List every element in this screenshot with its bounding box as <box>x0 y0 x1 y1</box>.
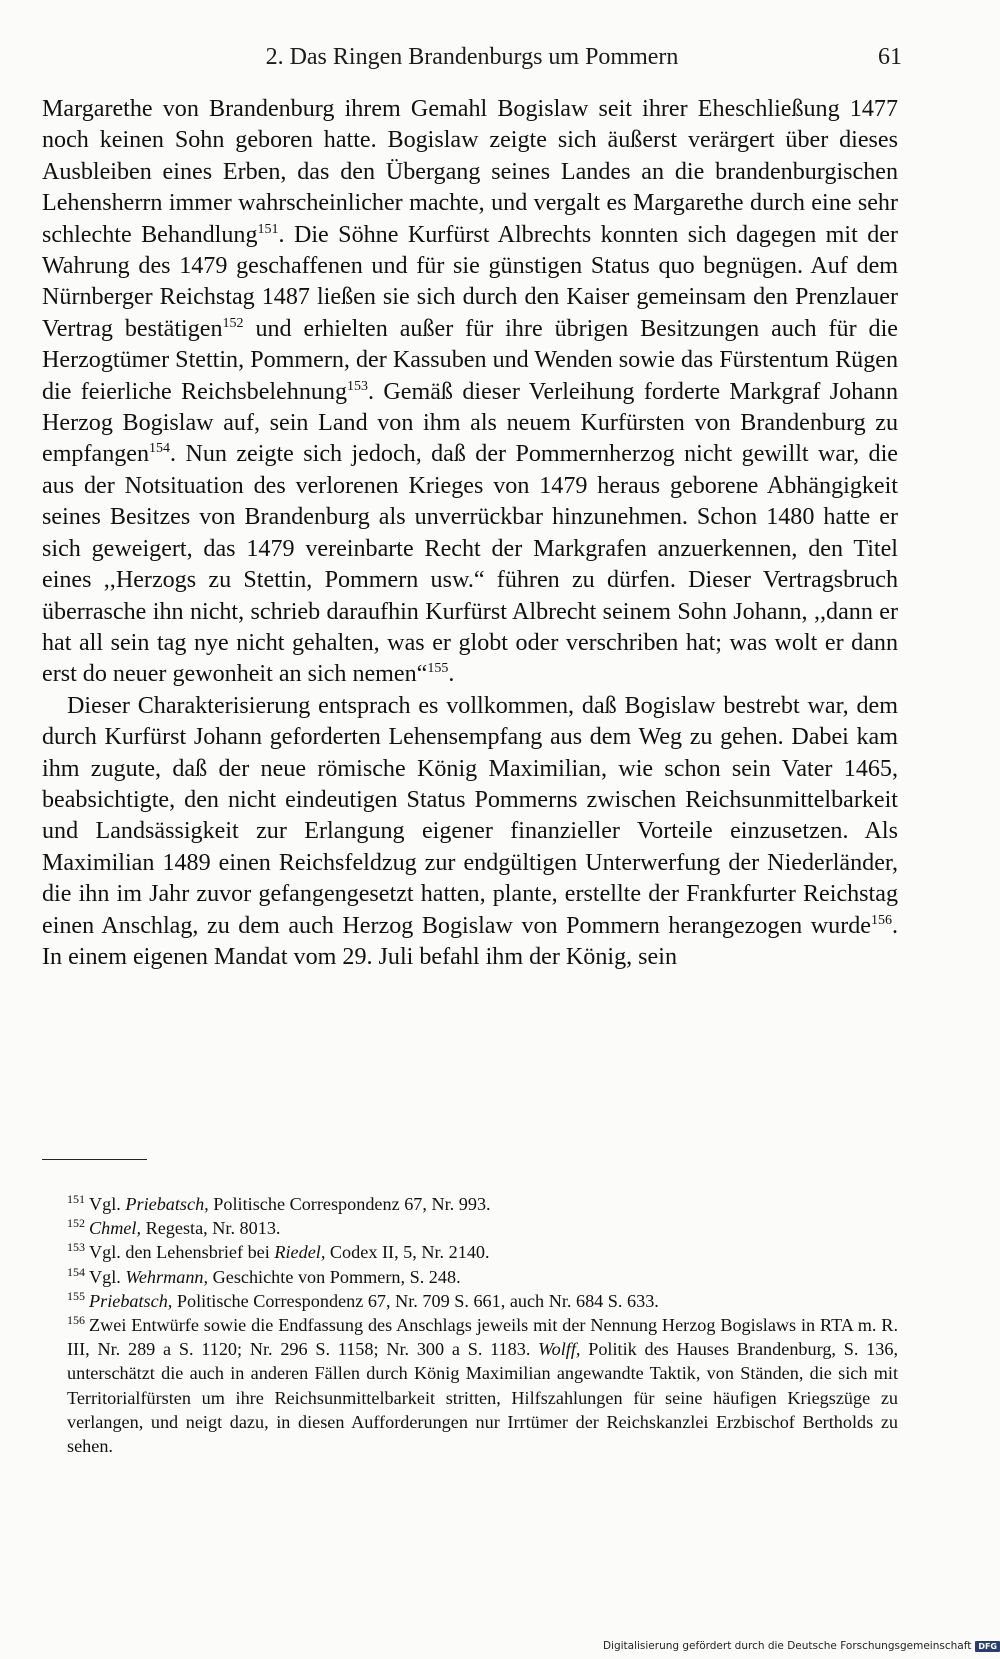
footnote-number: 155 <box>67 1288 85 1303</box>
text-run: . Gemäß dieser Verleihung forderte Markgraf Johann Herzog Bogislaw auf, sein Land von ihm als neuem Kurfürsten von Brandenburg zu empfangen <box>42 378 899 468</box>
footnote-text: Vgl. <box>89 1266 126 1287</box>
footnote-ref-152[interactable]: 152 <box>222 315 244 331</box>
footnotes <box>42 1192 898 1458</box>
footnote-155 <box>42 1289 898 1313</box>
text-run: Dieser Charakterisierung entsprach es vollkommen, daß Bogislaw bestrebt war, dem durch Kurfürst Johann geforderten Lehensempfang aus dem Weg zu gehen. Dabei kam ihm zugute, daß der neue römische König Maximilian, wie schon sein Vater 1465, beabsichtigte, den nicht eindeutigen Status Pommerns zwischen Reichsunmittelbarkeit und Landsässigkeit zur Erlangung eigener finanzieller Vorteile einzusetzen. Als Maximilian 1489 einen Reichsfeldzug zur endgültigen Unterwerfung der Niederländer, die ihn im Jahr zuvor gefangengesetzt hatten, plante, erstellte der Frankfurter Reichstag einen Anschlag, zu dem auch Herzog Bogislaw von Pommern herangezogen wurde <box>42 692 898 939</box>
running-title: 2. Das Ringen Brandenburgs um Pommern <box>265 44 679 70</box>
body-text <box>42 94 898 973</box>
footnote-number: 153 <box>67 1240 85 1255</box>
footnote-156 <box>42 1313 898 1458</box>
footnote-text: Zwei Entwürfe sowie die Endfassung des Anschlags jeweils mit der Nennung Herzog Bogislaws in RTA m. R. III, Nr. 289 a S. 1120; Nr. 296 S. 1158; Nr. 300 a S. 1183. <box>67 1315 898 1360</box>
footnote-ref-155[interactable]: 155 <box>427 661 449 677</box>
text-run: . Die Söhne Kurfürst Albrechts konnten sich dagegen mit der Wahrung des 1479 geschaffenen und für sie günstigen Status quo begnügen. Auf dem Nürnberger Reichstag 1487 ließen sie sich durch den Kaiser gemeinsam den Prenzlauer Vertrag bestätigen <box>42 221 898 342</box>
footnote-text: Politische Correspondenz 67, Nr. 993. <box>208 1194 491 1214</box>
footnote-number: 152 <box>67 1216 85 1231</box>
footnote-text: Vgl. <box>89 1194 126 1214</box>
footnote-ref-153[interactable]: 153 <box>347 378 369 394</box>
paragraph-1 <box>42 94 898 691</box>
footnote-author: Riedel, <box>274 1242 326 1263</box>
footnote-ref-154[interactable]: 154 <box>149 441 171 457</box>
footnote-author: Priebatsch, <box>125 1194 209 1214</box>
credit-text: Digitalisierung gefördert durch die Deutsche Forschungsgemeinschaft <box>602 1640 972 1652</box>
paragraph-2 <box>42 691 898 974</box>
footnote-152 <box>42 1216 898 1240</box>
text-run: . In einem eigenen Mandat vom 29. Juli befahl ihm der König, sein <box>42 912 898 970</box>
digitization-credit <box>603 1637 1000 1655</box>
footnote-ref-156[interactable]: 156 <box>870 912 892 928</box>
footnote-text: Politik des Hauses Brandenburg, S. 136, unterschätzt die auch in anderen Fällen durch König Maximilian angewandte Taktik, von Ständen, die sich mit Territorialfürsten um ihre Reichsunmittelbarkeit stritten, Hilfszahlungen für seine häufigen Kriegszüge zu verlangen, und neigt dazu, in diesen Aufforderungen nur Irrtümer der Reichskanzlei Erzbischof Bertholds zu sehen. <box>67 1339 898 1457</box>
footnote-author: Wehrmann, <box>125 1266 209 1287</box>
footnote-text: Politische Correspondenz 67, Nr. 709 S. 661, auch Nr. 684 S. 633. <box>172 1290 659 1311</box>
text-run: und erhielten außer für ihre übrigen Besitzungen auch für die Herzogtümer Stettin, Pommern, der Kassuben und Wenden sowie das Fürstentum Rügen die feierliche Reichsbelehnung <box>42 315 898 405</box>
footnote-ref-151[interactable]: 151 <box>257 221 279 237</box>
footnote-text: Vgl. den Lehensbrief bei <box>89 1242 275 1263</box>
text-run: . Nun zeigte sich jedoch, daß der Pommernherzog nicht gewillt war, die aus der Notsituation des verlorenen Krieges von 1479 heraus geborene Abhängigkeit seines Besitzes von Brandenburg als unverrückbar hinzunehmen. Schon 1480 hatte er sich geweigert, das 1479 vereinbarte Recht der Markgrafen anzuerkennen, den Titel eines ,,Herzogs zu Stettin, Pommern usw.“ führen zu dürfen. Dieser Vertragsbruch überrasche ihn nicht, schrieb daraufhin Kurfürst Albrecht seinem Sohn Johann, ,,dann er hat all sein tag nye nicht gehalten, was er globt oder verschriben hat; was wolt er dann erst do neuer gewonheit an sich nemen“ <box>42 441 898 688</box>
footnote-author: Wolff, <box>538 1339 581 1360</box>
text-run: . <box>448 661 455 688</box>
text-run: Margarethe von Brandenburg ihrem Gemahl Bogislaw seit ihrer Eheschließung 1477 noch keinen Sohn geboren hatte. Bogislaw zeigte sich äußerst verärgert über dieses Ausbleiben eines Erben, das den Übergang seines Landes an die brandenburgischen Lehensherrn immer wahrscheinlicher machte, und vergalt es Margarethe durch eine sehr schlechte Behandlung <box>42 96 898 248</box>
footnote-author: Priebatsch, <box>89 1290 173 1311</box>
footnote-author: Chmel, <box>89 1218 142 1239</box>
footnote-rule <box>42 1159 147 1160</box>
footnote-number: 151 <box>67 1191 85 1206</box>
footnote-151 <box>42 1192 898 1216</box>
footnote-number: 154 <box>67 1264 85 1279</box>
footnote-153 <box>42 1240 898 1264</box>
footnote-text: Regesta, Nr. 8013. <box>141 1218 281 1239</box>
footnote-number: 156 <box>67 1312 85 1327</box>
page-number: 61 <box>878 44 902 70</box>
footnote-text: Geschichte von Pommern, S. 248. <box>208 1266 461 1287</box>
dfg-logo-icon: DFG <box>975 1641 1000 1652</box>
footnote-text: Codex II, 5, Nr. 2140. <box>325 1242 490 1263</box>
page-header <box>42 44 902 80</box>
footnote-154 <box>42 1265 898 1289</box>
